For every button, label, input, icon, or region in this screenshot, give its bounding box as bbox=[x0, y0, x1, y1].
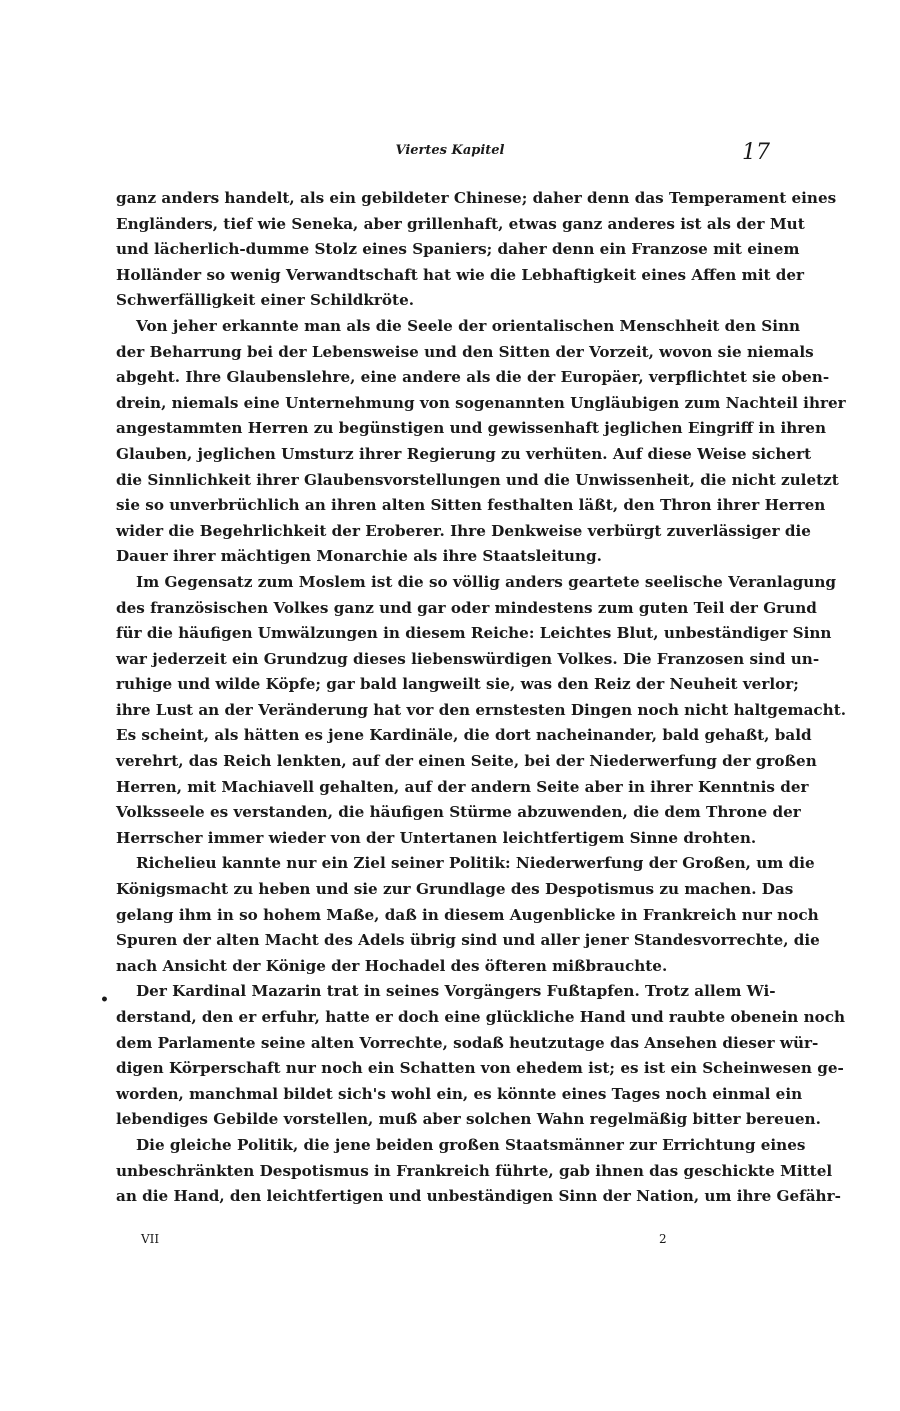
text-line: Von jeher erkannte man als die Seele der orientalischen Menschheit den Sinn bbox=[136, 316, 801, 335]
paragraph bbox=[116, 186, 837, 314]
text-line: Schwerfälligkeit einer Schildkröte. bbox=[116, 291, 415, 310]
text-line: nach Ansicht der Könige der Hochadel des öfteren mißbrauchte. bbox=[116, 956, 668, 975]
text-line: Glauben, jeglichen Umsturz ihrer Regierung zu verhüten. Auf diese Weise sichert bbox=[116, 444, 812, 463]
text-line: Königsmacht zu heben und sie zur Grundlage des Despotismus zu machen. Das bbox=[116, 880, 794, 899]
margin-mark: • bbox=[100, 992, 109, 1008]
text-line: Volksseele es verstanden, die häufigen Stürme abzuwenden, die dem Throne der bbox=[116, 803, 801, 822]
text-line: gelang ihm in so hohem Maße, daß in diesem Augenblicke in Frankreich nur noch bbox=[116, 905, 819, 924]
paragraph bbox=[116, 851, 820, 979]
text-line: für die häufigen Umwälzungen in diesem Reiche: Leichtes Blut, unbeständiger Sinn bbox=[116, 624, 832, 643]
text-line: Holländer so wenig Verwandtschaft hat wie die Lebhaftigkeit eines Affen mit der bbox=[116, 265, 805, 284]
text-line: ihre Lust an der Veränderung hat vor den ernstesten Dingen noch nicht haltgemacht. bbox=[116, 700, 847, 719]
text-line: Engländers, tief wie Seneka, aber grillenhaft, etwas ganz anderes ist als der Mut bbox=[116, 214, 805, 233]
body-text bbox=[116, 186, 847, 1210]
text-line: unbeschränkten Despotismus in Frankreich führte, gab ihnen das geschickte Mittel bbox=[116, 1161, 833, 1180]
page-number: 17 bbox=[742, 140, 770, 165]
footer-signature: VII bbox=[141, 1232, 160, 1246]
text-line: Es scheint, als hätten es jene Kardinäle, die dort nacheinander, bald gehaßt, bald bbox=[116, 726, 812, 745]
footer-sheet-number: 2 bbox=[659, 1232, 667, 1246]
text-line: Der Kardinal Mazarin trat in seines Vorgängers Fußtapfen. Trotz allem Wi- bbox=[136, 982, 776, 1001]
text-line: sie so unverbrüchlich an ihren alten Sitten festhalten läßt, den Thron ihrer Herren bbox=[116, 496, 826, 515]
text-line: verehrt, das Reich lenkten, auf der einen Seite, bei der Niederwerfung der großen bbox=[116, 752, 817, 771]
text-line: drein, niemals eine Unternehmung von sogenannten Ungläubigen zum Nachteil ihrer bbox=[116, 393, 846, 412]
text-line: ganz anders handelt, als ein gebildeter Chinese; daher denn das Temperament eines bbox=[116, 189, 837, 207]
text-line: lebendiges Gebilde vorstellen, muß aber solchen Wahn regelmäßig bitter bereuen. bbox=[116, 1110, 821, 1129]
text-line: ruhige und wilde Köpfe; gar bald langweilt sie, was den Reiz der Neuheit verlor; bbox=[116, 675, 799, 694]
text-line: Herren, mit Machiavell gehalten, auf der andern Seite aber in ihrer Kenntnis der bbox=[116, 777, 809, 796]
text-line: derstand, den er erfuhr, hatte er doch eine glückliche Hand und raubte obenein noch bbox=[116, 1008, 846, 1026]
text-line: dem Parlamente seine alten Vorrechte, sodaß heutzutage das Ansehen dieser wür- bbox=[116, 1033, 819, 1052]
text-line: war jederzeit ein Grundzug dieses liebenswürdigen Volkes. Die Franzosen sind un- bbox=[116, 649, 820, 668]
paragraph bbox=[116, 1133, 841, 1210]
text-line: Dauer ihrer mächtigen Monarchie als ihre Staatsleitung. bbox=[116, 547, 602, 566]
text-line: des französischen Volkes ganz und gar oder mindestens zum guten Teil der Grund bbox=[116, 598, 817, 617]
running-header: Viertes Kapitel bbox=[395, 143, 505, 158]
text-line: die Sinnlichkeit ihrer Glaubensvorstellungen und die Unwissenheit, die nicht zuletzt bbox=[116, 470, 839, 489]
paragraph bbox=[116, 979, 846, 1133]
text-line: Herrscher immer wieder von der Untertanen leichtfertigem Sinne drohten. bbox=[116, 828, 757, 847]
text-line: der Beharrung bei der Lebensweise und den Sitten der Vorzeit, wovon sie niemals bbox=[116, 342, 814, 361]
text-line: digen Körperschaft nur noch ein Schatten von ehedem ist; es ist ein Scheinwesen ge- bbox=[116, 1059, 844, 1078]
text-line: Im Gegensatz zum Moslem ist die so völlig anders geartete seelische Veranlagung bbox=[136, 572, 836, 591]
paragraph bbox=[116, 314, 846, 570]
text-line: worden, manchmal bildet sich's wohl ein, es könnte eines Tages noch einmal ein bbox=[116, 1084, 803, 1103]
text-line: Spuren der alten Macht des Adels übrig sind und aller jener Standesvorrechte, die bbox=[116, 931, 820, 950]
text-line: angestammten Herren zu begünstigen und gewissenhaft jeglichen Eingriff in ihren bbox=[116, 419, 827, 438]
text-line: wider die Begehrlichkeit der Eroberer. Ihre Denkweise verbürgt zuverlässiger die bbox=[116, 521, 811, 540]
text-line: an die Hand, den leichtfertigen und unbeständigen Sinn der Nation, um ihre Gefähr- bbox=[116, 1187, 841, 1206]
text-line: und lächerlich-dumme Stolz eines Spaniers; daher denn ein Franzose mit einem bbox=[116, 240, 800, 259]
text-line: Die gleiche Politik, die jene beiden großen Staatsmänner zur Errichtung eines bbox=[136, 1135, 806, 1154]
text-line: Richelieu kannte nur ein Ziel seiner Politik: Niederwerfung der Großen, um die bbox=[136, 854, 815, 873]
paragraph bbox=[116, 570, 847, 852]
text-line: abgeht. Ihre Glaubenslehre, eine andere als die der Europäer, verpflichtet sie oben- bbox=[116, 368, 830, 387]
